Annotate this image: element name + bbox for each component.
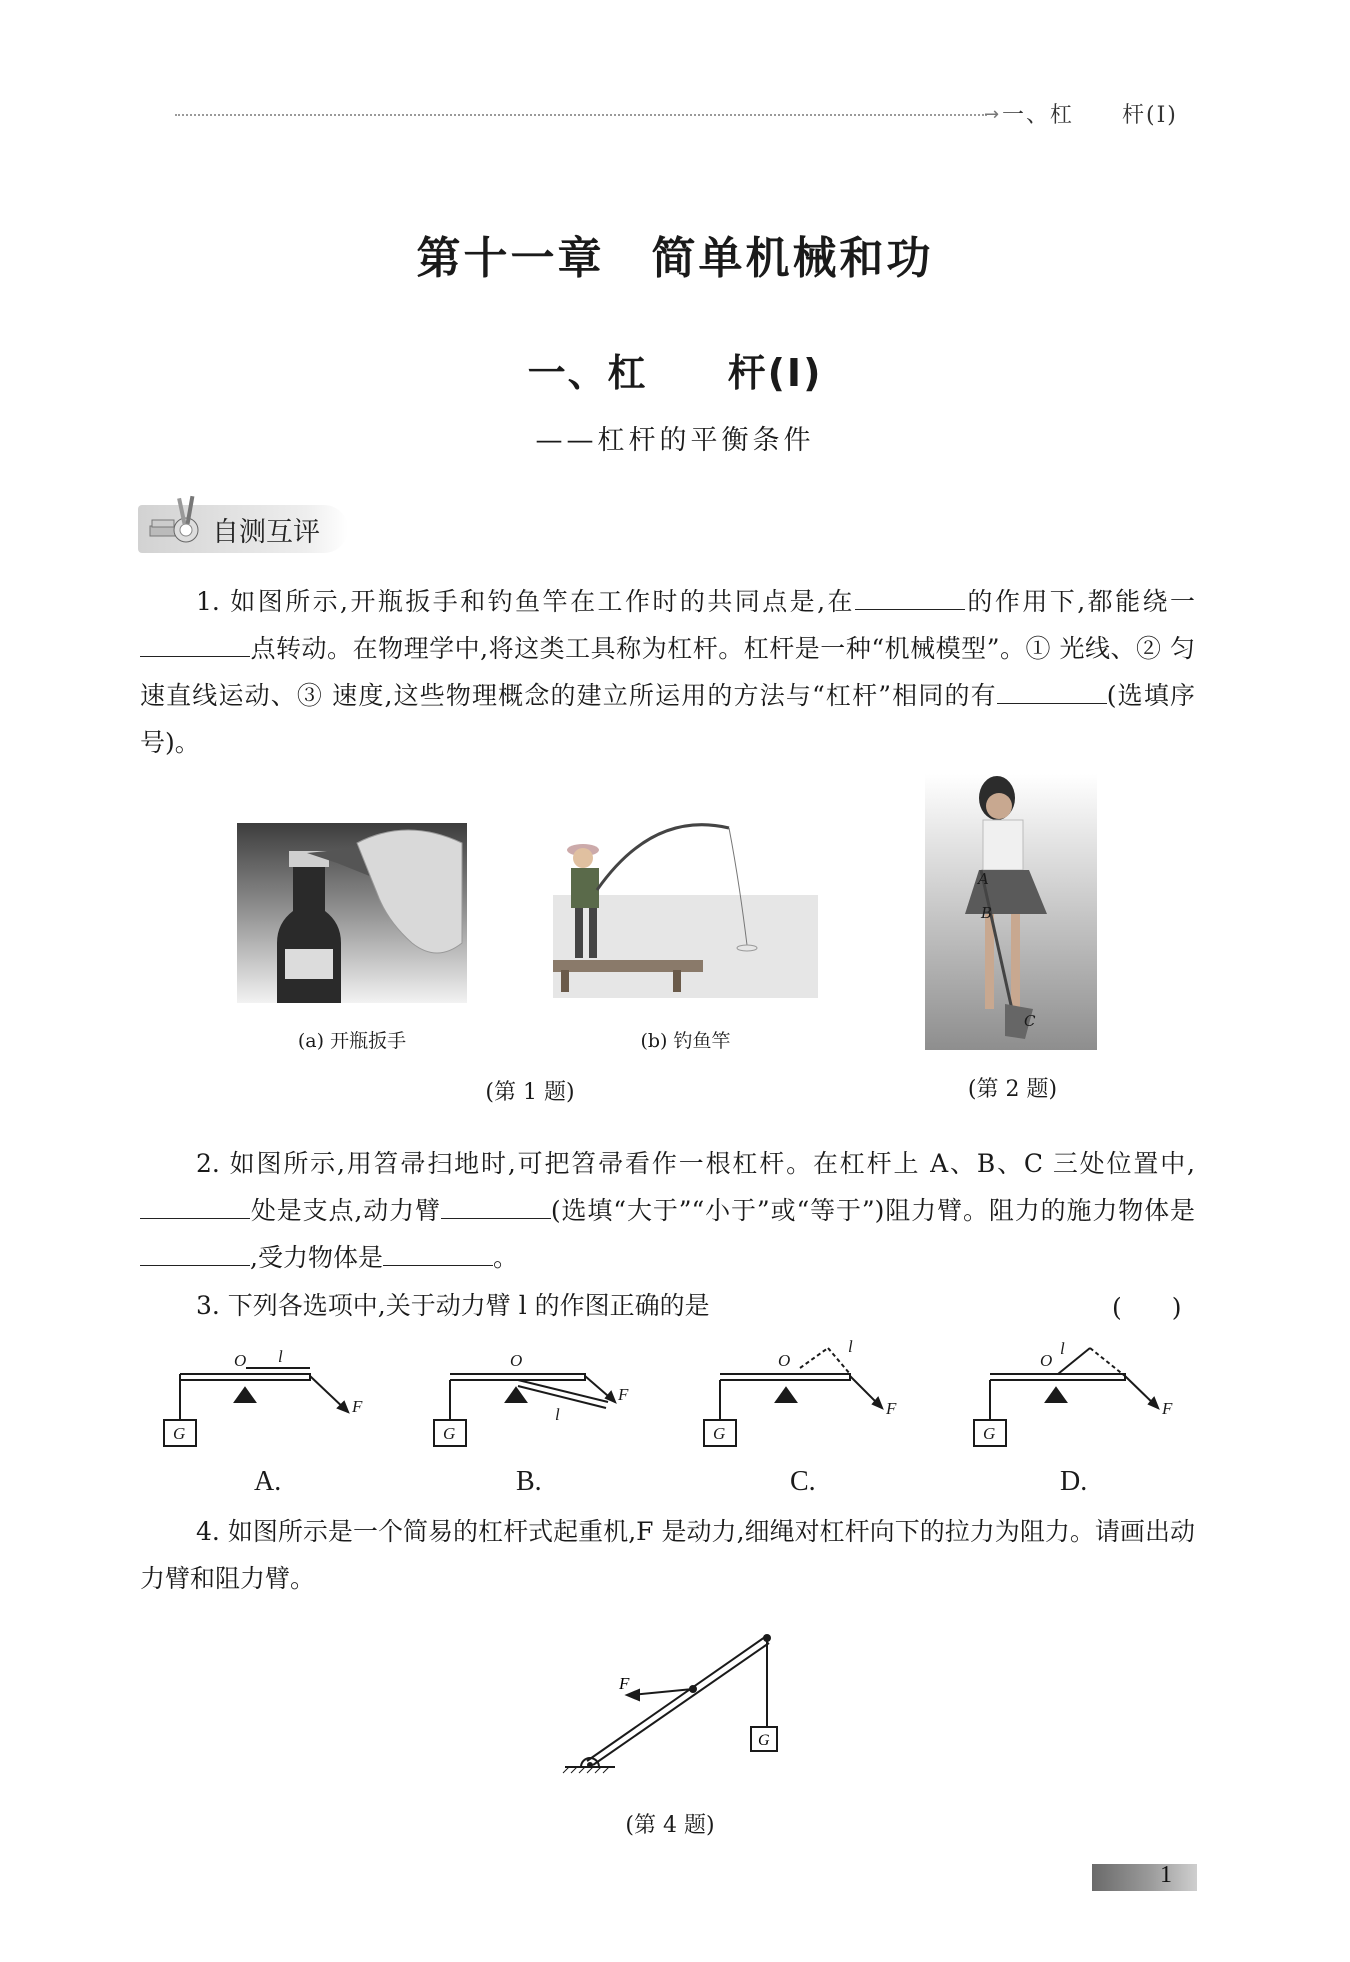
q2-text-5: 。	[492, 1243, 518, 1272]
opt-d-l: l	[1060, 1340, 1065, 1358]
opt-d-g: G	[983, 1424, 996, 1443]
opt-b-g: G	[443, 1424, 456, 1443]
label-b: B	[981, 904, 993, 922]
option-c[interactable]: C.	[790, 1466, 816, 1497]
q1-text-2: 的作用下,都能绕一	[964, 587, 1195, 616]
answer-blank[interactable]	[140, 1196, 250, 1219]
running-head: 一、杠 杆(Ⅰ)	[1002, 103, 1178, 128]
crane-lever-diagram	[555, 1625, 795, 1775]
opt-c-g: G	[713, 1424, 726, 1443]
fig4-f: F	[619, 1674, 630, 1693]
opt-b-l: l	[555, 1405, 560, 1424]
pencil-cup-icon	[146, 492, 202, 548]
opt-c-o: O	[778, 1351, 791, 1370]
q2-text-2: 处是支点,动力臂	[250, 1196, 441, 1225]
opt-d-f: F	[1162, 1399, 1173, 1418]
question-3: 3. 下列各选项中,关于动力臂 l 的作图正确的是	[196, 1291, 710, 1320]
answer-blank[interactable]	[140, 634, 250, 657]
fig1b-caption: (b) 钓鱼竿	[640, 1030, 731, 1052]
q2-text-4: ,受力物体是	[250, 1243, 383, 1272]
q2-text-3: (选填“大于”“小于”或“等于”)阻力臂。阻力的施力物体是	[550, 1196, 1195, 1225]
banner-label: 自测互评	[212, 517, 320, 548]
fig2-caption: (第 2 题)	[967, 1077, 1058, 1102]
opt-a-o: O	[234, 1351, 247, 1370]
opt-c-l: l	[848, 1340, 853, 1356]
label-a: A	[978, 870, 989, 888]
opt-c-f: F	[886, 1399, 897, 1418]
opt-a-f: F	[352, 1397, 363, 1416]
arrow-icon: →	[984, 104, 1000, 125]
label-c: C	[1024, 1012, 1036, 1030]
header-rule	[175, 114, 987, 116]
page-number-bar	[1092, 1864, 1197, 1891]
opt-a-l: l	[278, 1347, 283, 1366]
section-subtitle: ——杠杆的平衡条件	[535, 425, 815, 456]
answer-blank[interactable]	[441, 1196, 551, 1219]
opt-a-g: G	[173, 1424, 186, 1443]
opt-d-o: O	[1040, 1351, 1053, 1370]
fig4-caption: (第 4 题)	[625, 1813, 715, 1838]
option-d[interactable]: D.	[1060, 1466, 1088, 1497]
section-title: 一、杠 杆(Ⅰ)	[527, 351, 823, 395]
answer-blank[interactable]	[383, 1243, 493, 1266]
chapter-title: 第十一章 简单机械和功	[416, 233, 934, 284]
lever-options-diagram	[160, 1340, 1210, 1500]
fishing-photo	[553, 820, 818, 998]
opt-b-f: F	[618, 1385, 629, 1404]
option-a[interactable]: A.	[254, 1466, 282, 1497]
q1-text-1: 1. 如图所示,开瓶扳手和钓鱼竿在工作时的共同点是,在	[196, 587, 855, 616]
answer-blank[interactable]	[855, 587, 965, 610]
sweeping-photo	[925, 774, 1097, 1050]
bottle-opener-photo	[237, 823, 467, 1003]
question-1	[140, 578, 1195, 766]
q1-text-3: 点转动。在物理学中,将这类工具称为杠杆。杠杆是一种“机械模型”。① 光线、② 匀速直线运动、③ 速度,这些物理概念的建立所运用的方法与“杠杆”相同的有	[140, 634, 1195, 710]
fig1a-caption: (a) 开瓶扳手	[297, 1030, 407, 1052]
opt-b-o: O	[510, 1351, 523, 1370]
q2-text-1: 2. 如图所示,用笤帚扫地时,可把笤帚看作一根杠杆。在杠杆上 A、B、C 三处位置中,	[196, 1149, 1195, 1178]
option-b[interactable]: B.	[516, 1466, 542, 1497]
answer-blank[interactable]	[997, 681, 1107, 704]
fig4-g: G	[758, 1732, 770, 1749]
fig1-caption: (第 1 题)	[485, 1080, 575, 1105]
question-4: 4. 如图所示是一个简易的杠杆式起重机,F 是动力,细绳对杠杆向下的拉力为阻力。请画出动力臂和阻力臂。	[140, 1517, 1195, 1593]
answer-parentheses[interactable]: ( )	[1112, 1293, 1182, 1322]
answer-blank[interactable]	[140, 1243, 250, 1266]
q1-text-4: (选填序号)。	[140, 681, 1195, 757]
page-number: 1	[1160, 1862, 1172, 1888]
question-2	[140, 1140, 1195, 1281]
